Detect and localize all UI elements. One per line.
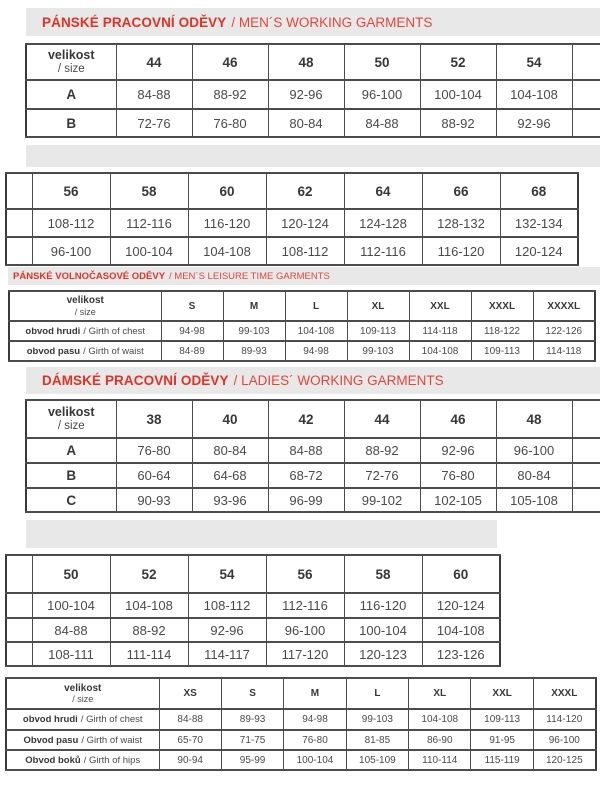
table-cell: 80-84 (192, 438, 268, 463)
table-cell: 99-103 (346, 709, 408, 730)
table-cell: 123-126 (422, 642, 500, 666)
clipped-cell (6, 618, 32, 642)
table-row (26, 80, 600, 109)
heading-czech: DÁMSKÉ PRACOVNÍ ODĚVY (42, 373, 229, 388)
table-cell: 88-92 (192, 80, 268, 109)
table-row (26, 109, 600, 137)
row-label-en: / Girth of hips (83, 754, 141, 766)
row-label (9, 341, 161, 361)
table-cell: 84-88 (32, 618, 110, 642)
column-header: 50 (32, 555, 110, 593)
table-cell: 93-96 (192, 488, 268, 512)
table-cell: 124-128 (344, 209, 422, 237)
table-cell: 94-98 (284, 709, 346, 730)
table-cell: 88-92 (110, 618, 188, 642)
column-header: L (285, 291, 347, 321)
row-label: C (26, 488, 116, 512)
table-row (9, 341, 595, 361)
heading-english: / MEN´S WORKING GARMENTS (231, 14, 433, 30)
row-label-cz: Obvod boků (25, 754, 81, 766)
table-cell: 99-103 (223, 321, 285, 341)
table-cell: 100-104 (110, 237, 188, 265)
table-cell: 96-99 (268, 488, 344, 512)
column-header: XXXL (533, 678, 595, 709)
table-cell: 104-108 (409, 341, 471, 361)
clipped-cell (572, 400, 600, 438)
corner-cell (9, 291, 161, 321)
clipped-cell (6, 209, 32, 237)
clipped-cell (572, 109, 600, 137)
row-label (9, 321, 161, 341)
table-cell: 104-108 (188, 237, 266, 265)
column-header: 58 (110, 173, 188, 209)
table-header-row (26, 44, 600, 80)
column-header: 46 (192, 44, 268, 80)
table-cell: 105-109 (346, 750, 408, 770)
table-cell: 110-114 (409, 750, 471, 770)
table-cell: 104-108 (422, 618, 500, 642)
table-cell: 94-98 (161, 321, 223, 341)
column-header: XS (159, 678, 221, 709)
table-cell: 114-120 (533, 709, 595, 730)
column-header: 44 (344, 400, 420, 438)
table-cell: 88-92 (344, 438, 420, 463)
row-label (6, 709, 159, 730)
table-cell: 114-117 (188, 642, 266, 666)
column-header: 54 (188, 555, 266, 593)
column-header: 56 (32, 173, 110, 209)
table-cell: 90-93 (116, 488, 192, 512)
table-cell: 99-103 (347, 341, 409, 361)
table-cell: 76-80 (116, 438, 192, 463)
size-table-ladies-working-1 (25, 399, 600, 516)
table-cell: 108-112 (266, 237, 344, 265)
table-cell: 89-93 (223, 341, 285, 361)
corner-label-cz: velikost (66, 295, 104, 307)
table-cell: 88-92 (420, 109, 496, 137)
clipped-cell (572, 44, 600, 80)
table-row (26, 463, 600, 488)
column-header: 60 (188, 173, 266, 209)
heading-english: / LADIES´ WORKING GARMENTS (233, 373, 444, 388)
table-row (6, 593, 500, 618)
column-header: 68 (500, 173, 578, 209)
section-heading-mens-working (26, 8, 600, 36)
column-header: XL (347, 291, 409, 321)
separator-band (26, 520, 497, 548)
table-cell: 64-68 (192, 463, 268, 488)
table-row (6, 750, 596, 770)
section-heading-ladies-working (26, 367, 600, 394)
column-header: 44 (116, 44, 192, 80)
corner-label-en: / size (74, 306, 96, 317)
table-header-row (6, 173, 578, 209)
table-cell: 72-76 (116, 109, 192, 137)
row-label (6, 750, 159, 770)
clipped-cell (6, 237, 32, 265)
column-header: 52 (420, 44, 496, 80)
table-cell: 80-84 (268, 109, 344, 137)
clipped-cell (6, 173, 32, 209)
table-cell: 100-104 (32, 593, 110, 618)
column-header: 38 (116, 400, 192, 438)
table-cell: 84-88 (159, 709, 221, 730)
table-cell: 115-119 (471, 750, 533, 770)
table-header-row (9, 291, 595, 321)
table-cell: 132-134 (500, 209, 578, 237)
table-row (6, 730, 596, 750)
column-header: S (221, 678, 283, 709)
corner-label-cz: velikost (47, 48, 95, 63)
column-header: 56 (266, 555, 344, 593)
row-label-en: / Girth of chest (83, 325, 146, 337)
table-cell: 120-124 (500, 237, 578, 265)
table-cell: 104-108 (496, 80, 572, 109)
table-cell: 114-118 (409, 321, 471, 341)
column-header: 48 (268, 44, 344, 80)
table-row (6, 237, 578, 265)
table-row (26, 488, 600, 512)
table-row (6, 709, 596, 730)
table-row (6, 209, 578, 237)
column-header: XL (409, 678, 471, 709)
table-cell: 81-85 (346, 730, 408, 750)
column-header: 60 (422, 555, 500, 593)
row-label (6, 730, 159, 750)
row-label-cz: obvod hrudi (22, 714, 78, 725)
column-header: XXL (471, 678, 533, 709)
row-label: A (26, 438, 116, 463)
table-cell: 116-120 (422, 237, 500, 265)
size-table-ladies-letter-sizes (5, 677, 597, 771)
row-label-en: / Girth of waist (83, 345, 144, 357)
table-cell: 84-88 (268, 438, 344, 463)
table-cell: 96-100 (533, 730, 595, 750)
clipped-cell (6, 642, 32, 666)
column-header: 40 (192, 400, 268, 438)
corner-label-cz: velikost (47, 405, 95, 420)
clipped-cell (572, 80, 600, 109)
column-header: M (284, 678, 346, 709)
column-header: 54 (496, 44, 572, 80)
table-cell: 96-100 (32, 237, 110, 265)
row-label-cz: obvod pasu (26, 345, 81, 357)
clipped-cell (6, 593, 32, 618)
corner-label-en: / size (57, 62, 85, 75)
table-cell: 120-123 (344, 642, 422, 666)
column-header: XXL (409, 291, 471, 321)
corner-cell (26, 400, 116, 438)
column-header: 58 (344, 555, 422, 593)
table-cell: 105-108 (496, 488, 572, 512)
table-cell: 76-80 (284, 730, 346, 750)
table-cell: 120-124 (422, 593, 500, 618)
column-header: XXXL (471, 291, 533, 321)
table-cell: 116-120 (344, 593, 422, 618)
size-table-mens-working-2 (5, 172, 579, 266)
clipped-cell (572, 438, 600, 463)
table-header-row (6, 555, 500, 593)
row-label-cz: Obvod pasu (23, 734, 79, 746)
table-cell: 111-114 (110, 642, 188, 666)
column-header: M (223, 291, 285, 321)
corner-label-en: / size (57, 419, 85, 432)
table-cell: 117-120 (266, 642, 344, 666)
table-cell: 120-124 (266, 209, 344, 237)
clipped-cell (572, 488, 600, 512)
table-cell: 68-72 (268, 463, 344, 488)
table-cell: 84-88 (344, 109, 420, 137)
table-cell: 84-89 (161, 341, 223, 361)
table-cell: 96-100 (266, 618, 344, 642)
table-cell: 92-96 (268, 80, 344, 109)
table-cell: 104-108 (110, 593, 188, 618)
heading-czech: PÁNSKÉ PRACOVNÍ ODĚVY (42, 14, 227, 30)
table-cell: 60-64 (116, 463, 192, 488)
column-header: 42 (268, 400, 344, 438)
table-cell: 96-100 (344, 80, 420, 109)
clipped-cell (6, 555, 32, 593)
table-cell: 102-105 (420, 488, 496, 512)
column-header: 48 (496, 400, 572, 438)
table-cell: 90-94 (159, 750, 221, 770)
column-header: XXXXL (533, 291, 595, 321)
table-cell: 89-93 (221, 709, 283, 730)
table-cell: 100-104 (284, 750, 346, 770)
table-cell: 108-112 (188, 593, 266, 618)
size-table-mens-working-1 (25, 43, 600, 142)
table-cell: 76-80 (192, 109, 268, 137)
column-header: 46 (420, 400, 496, 438)
table-cell: 122-126 (533, 321, 595, 341)
table-cell: 112-116 (344, 237, 422, 265)
table-cell: 109-113 (471, 341, 533, 361)
table-cell: 108-111 (32, 642, 110, 666)
table-cell: 100-104 (344, 618, 422, 642)
table-cell: 65-70 (159, 730, 221, 750)
row-label: B (26, 109, 116, 137)
separator-band (26, 145, 600, 167)
row-label: A (26, 80, 116, 109)
table-cell: 96-100 (496, 438, 572, 463)
table-cell: 128-132 (422, 209, 500, 237)
table-cell: 99-102 (344, 488, 420, 512)
corner-cell (26, 44, 116, 80)
table-row (9, 321, 595, 341)
table-cell: 112-116 (266, 593, 344, 618)
table-cell: 104-108 (285, 321, 347, 341)
table-cell: 104-108 (409, 709, 471, 730)
table-cell: 109-113 (347, 321, 409, 341)
section-heading-mens-leisure (8, 267, 600, 285)
table-cell: 92-96 (420, 438, 496, 463)
row-label-en: / Girth of chest (80, 714, 143, 725)
column-header: 50 (344, 44, 420, 80)
table-cell: 72-76 (344, 463, 420, 488)
corner-label-en: / size (72, 694, 94, 705)
table-row (26, 438, 600, 463)
table-cell: 94-98 (285, 341, 347, 361)
size-table-mens-leisure (8, 290, 596, 362)
table-cell: 95-99 (221, 750, 283, 770)
table-cell: 120-125 (533, 750, 595, 770)
table-header-row (6, 678, 596, 709)
row-label: B (26, 463, 116, 488)
table-cell: 108-112 (32, 209, 110, 237)
column-header: 52 (110, 555, 188, 593)
table-row (6, 618, 500, 642)
heading-english: / MEN´S LEISURE TIME GARMENTS (169, 270, 330, 282)
size-table-ladies-working-2 (5, 554, 501, 667)
table-cell: 91-95 (471, 730, 533, 750)
table-cell: 112-116 (110, 209, 188, 237)
table-cell: 114-118 (533, 341, 595, 361)
table-cell: 118-122 (471, 321, 533, 341)
table-header-row (26, 400, 600, 438)
row-label-en: / Girth of waist (81, 734, 143, 746)
table-cell: 86-90 (409, 730, 471, 750)
clipped-cell (572, 463, 600, 488)
column-header: S (161, 291, 223, 321)
table-cell: 71-75 (221, 730, 283, 750)
table-cell: 100-104 (420, 80, 496, 109)
table-cell: 109-113 (471, 709, 533, 730)
table-cell: 116-120 (188, 209, 266, 237)
heading-czech: PÁNSKÉ VOLNOČASOVÉ ODĚVY (13, 270, 166, 282)
corner-cell (6, 678, 159, 709)
column-header: L (346, 678, 408, 709)
column-header: 64 (344, 173, 422, 209)
table-row (6, 642, 500, 666)
table-cell: 92-96 (496, 109, 572, 137)
corner-label-cz: velikost (64, 682, 102, 694)
column-header: 62 (266, 173, 344, 209)
table-cell: 76-80 (420, 463, 496, 488)
row-label-cz: obvod hrudi (25, 325, 81, 337)
column-header: 66 (422, 173, 500, 209)
table-cell: 80-84 (496, 463, 572, 488)
table-cell: 84-88 (116, 80, 192, 109)
table-cell: 92-96 (188, 618, 266, 642)
